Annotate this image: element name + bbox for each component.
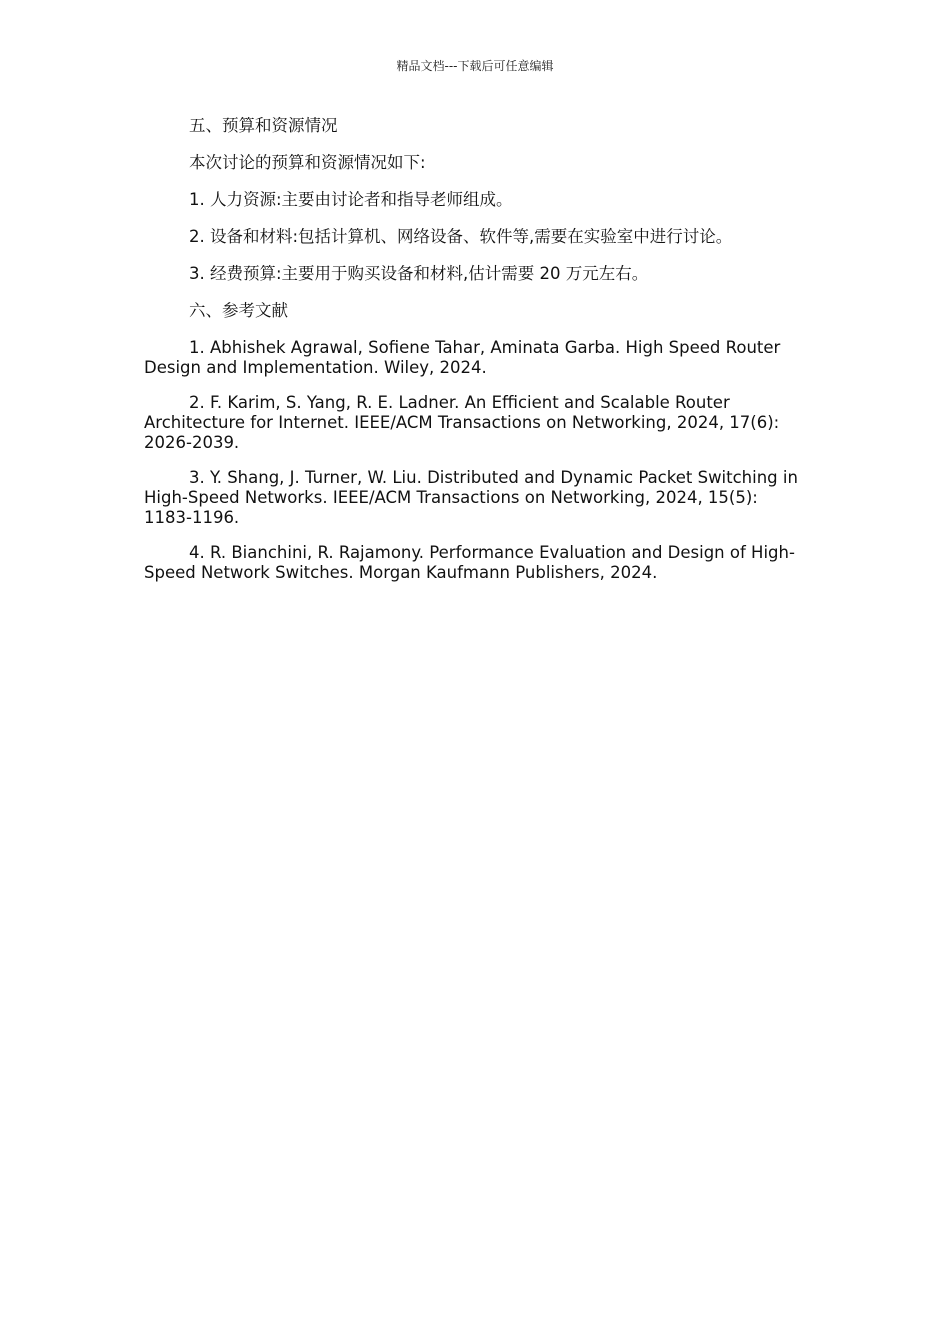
budget-intro: 本次讨论的预算和资源情况如下: xyxy=(189,153,426,172)
section-heading-budget: 五、预算和资源情况 xyxy=(189,116,338,135)
reference-item: 3. Y. Shang, J. Turner, W. Liu. Distributed and Dynamic Packet Switching in High-Speed Networks. IEEE/ACM Transactions on Networking, 2024, 15(5): 1183-1196. xyxy=(144,468,798,527)
document-body xyxy=(144,116,806,598)
page-header: 精品文档---下载后可任意编辑 xyxy=(396,59,554,73)
budget-item-human-resources: 1. 人力资源:主要由讨论者和指导老师组成。 xyxy=(189,190,513,209)
budget-item-funding: 3. 经费预算:主要用于购买设备和材料,估计需要 20 万元左右。 xyxy=(189,264,649,283)
reference-item: 2. F. Karim, S. Yang, R. E. Ladner. An Efficient and Scalable Router Architecture for Internet. IEEE/ACM Transactions on Networking, 2024, 17(6): 2026-2039. xyxy=(144,393,780,452)
section-heading-references: 六、参考文献 xyxy=(189,301,288,320)
reference-item: 1. Abhishek Agrawal, Sofiene Tahar, Aminata Garba. High Speed Router Design and Implementation. Wiley, 2024. xyxy=(144,338,781,377)
reference-item: 4. R. Bianchini, R. Rajamony. Performance Evaluation and Design of High-Speed Network Switches. Morgan Kaufmann Publishers, 2024. xyxy=(144,543,795,582)
budget-item-equipment: 2. 设备和材料:包括计算机、网络设备、软件等,需要在实验室中进行讨论。 xyxy=(189,227,733,246)
